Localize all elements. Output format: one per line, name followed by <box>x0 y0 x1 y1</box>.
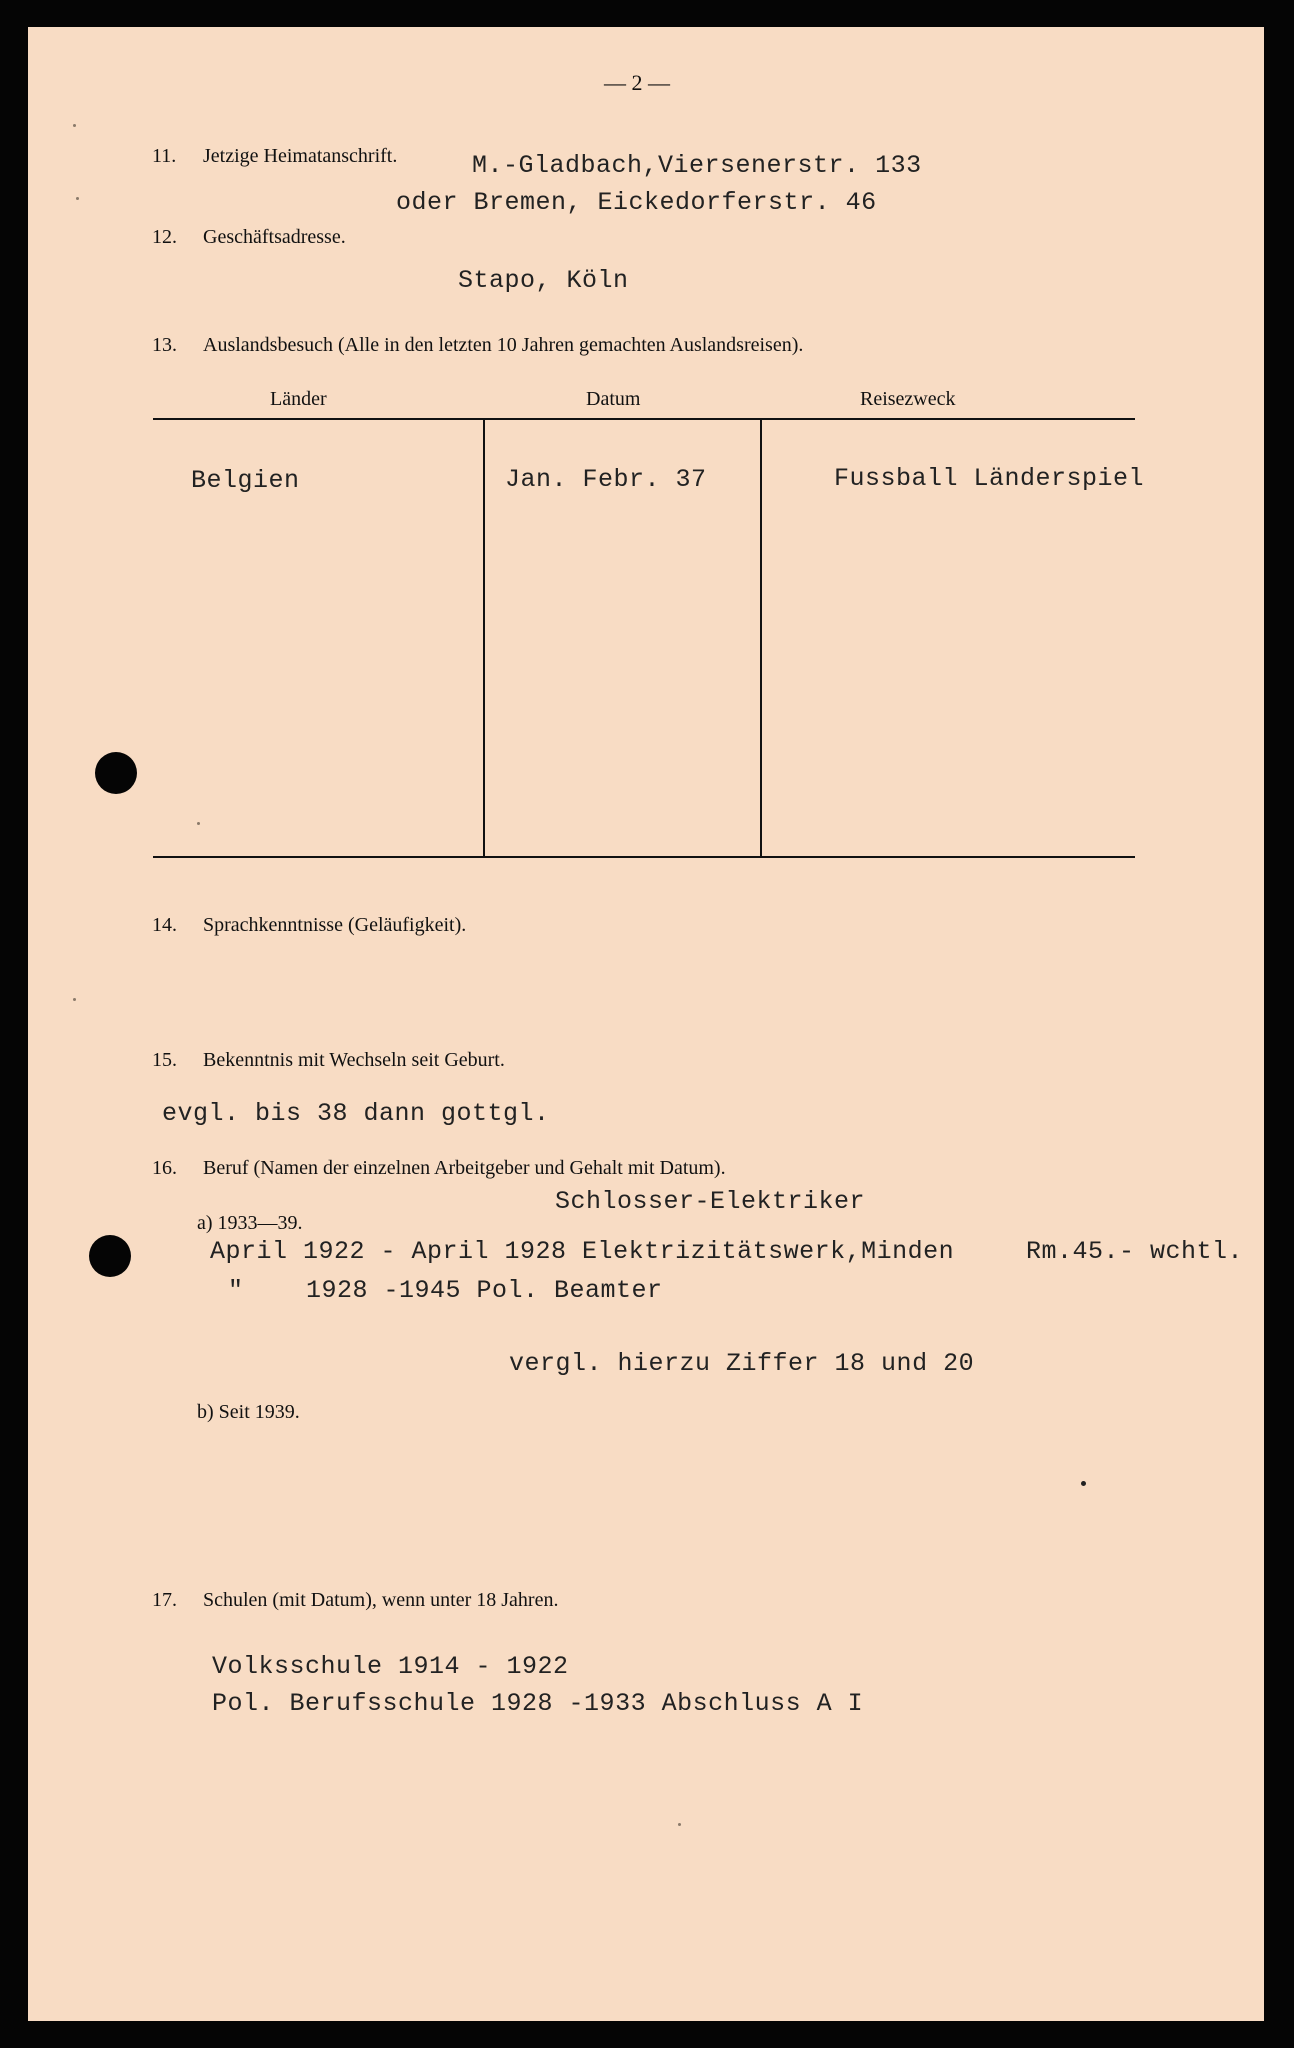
table-cell-date: Jan. Febr. 37 <box>505 465 707 494</box>
item-14-number: 14. <box>152 914 177 936</box>
item-16a-label: a) 1933—39. <box>197 1212 303 1234</box>
item-16-label: Beruf (Namen der einzelnen Arbeitgeber und Gehalt mit Datum). <box>203 1157 726 1179</box>
table-cell-country: Belgien <box>191 466 300 495</box>
paper-speck <box>76 197 79 200</box>
item-12-label: Geschäftsadresse. <box>203 226 346 248</box>
punch-hole-upper <box>95 752 137 794</box>
school-entry-2: Pol. Berufsschule 1928 -1933 Abschluss A I <box>212 1689 864 1718</box>
document-page <box>28 27 1264 2021</box>
occupation-title: Schlosser-Elektriker <box>555 1187 866 1216</box>
table-top-rule <box>153 418 1135 420</box>
table-bottom-rule <box>153 856 1135 858</box>
religion-entry: evgl. bis 38 dann gottgl. <box>162 1099 550 1128</box>
table-column-divider-2 <box>760 420 762 856</box>
item-12-number: 12. <box>152 226 177 248</box>
item-11-number: 11. <box>152 145 177 167</box>
employment-reference: vergl. hierzu Ziffer 18 und 20 <box>509 1349 975 1378</box>
paper-speck <box>73 998 76 1001</box>
table-cell-purpose: Fussball Länderspiel <box>834 464 1145 493</box>
paper-speck <box>197 822 200 825</box>
item-17-number: 17. <box>152 1589 177 1611</box>
school-entry-1: Volksschule 1914 - 1922 <box>212 1652 569 1681</box>
item-16b-label: b) Seit 1939. <box>197 1401 300 1423</box>
item-16-number: 16. <box>152 1157 177 1179</box>
item-13-number: 13. <box>152 334 177 356</box>
business-address: Stapo, Köln <box>458 266 629 295</box>
paper-speck <box>1081 1481 1086 1486</box>
salary-entry: Rm.45.- wchtl. <box>1026 1237 1244 1266</box>
page-number: — 2 — <box>604 70 670 95</box>
item-15-label: Bekenntnis mit Wechseln seit Geburt. <box>203 1049 505 1071</box>
home-address-line-2: oder Bremen, Eickedorferstr. 46 <box>396 188 877 217</box>
home-address-line-1: M.-Gladbach,Viersenerstr. 133 <box>472 151 922 180</box>
table-header-datum: Datum <box>586 388 641 410</box>
paper-speck <box>73 124 76 127</box>
ditto-mark: " <box>228 1276 244 1305</box>
item-17-label: Schulen (mit Datum), wenn unter 18 Jahren. <box>203 1589 559 1611</box>
employment-line-2: 1928 -1945 Pol. Beamter <box>306 1276 663 1305</box>
punch-hole-lower <box>89 1235 131 1277</box>
table-column-divider-1 <box>483 420 485 856</box>
employment-line-1: April 1922 - April 1928 Elektrizitätswerk,Minden <box>210 1237 955 1266</box>
table-header-laender: Länder <box>270 388 327 410</box>
item-11-label: Jetzige Heimatanschrift. <box>203 145 398 167</box>
item-13-label: Auslandsbesuch (Alle in den letzten 10 Jahren gemachten Auslandsreisen). <box>203 334 804 356</box>
paper-speck <box>678 1823 681 1826</box>
item-14-label: Sprachkenntnisse (Geläufigkeit). <box>203 914 467 936</box>
item-15-number: 15. <box>152 1049 177 1071</box>
table-header-reisezweck: Reisezweck <box>860 388 956 410</box>
